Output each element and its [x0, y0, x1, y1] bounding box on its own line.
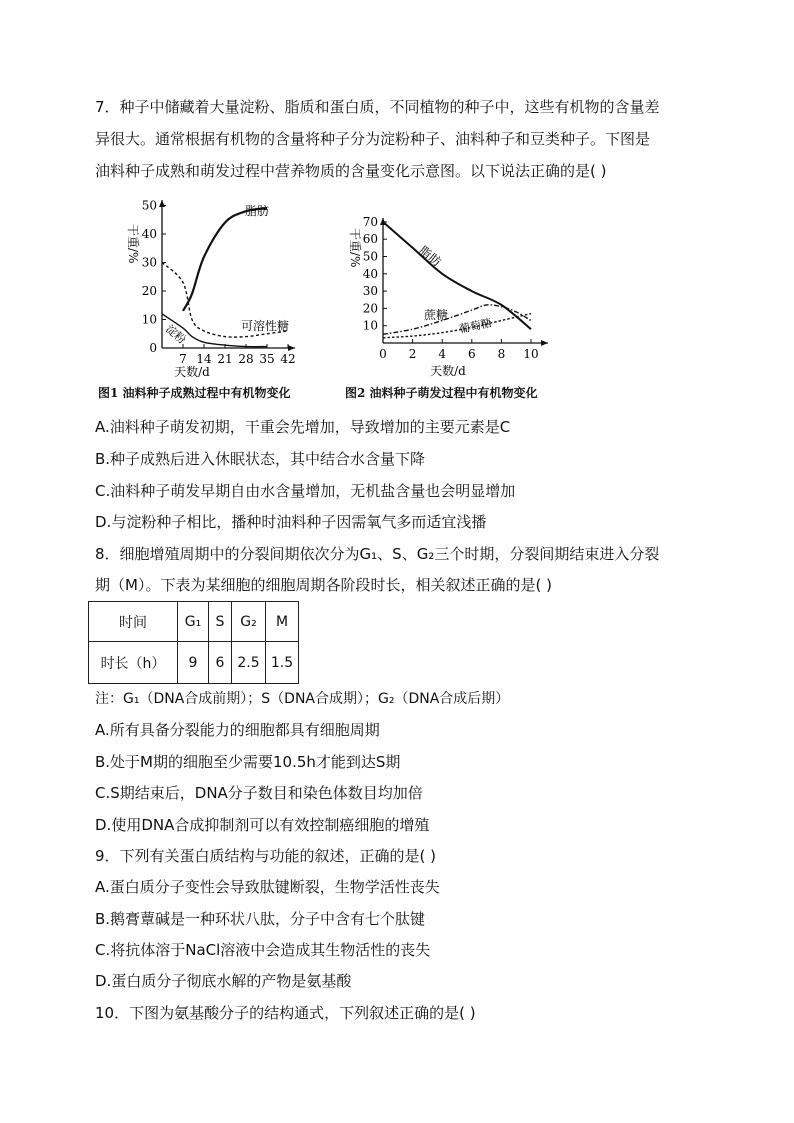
x-tick-label: 21 — [217, 352, 233, 366]
table-cell: 2.5 — [232, 642, 266, 684]
label-starch: 淀粉 — [163, 322, 189, 347]
y-tick-label: 40 — [141, 227, 157, 241]
fig2-plot — [348, 216, 548, 378]
q8-note: 注：G₁（DNA合成前期）；S（DNA合成期）；G₂（DNA合成后期） — [95, 691, 510, 707]
x-tick-label: 6 — [467, 347, 476, 361]
y-tick-label: 10 — [362, 318, 378, 333]
x-tick-label: 42 — [280, 352, 296, 366]
y-tick-label: 30 — [362, 284, 378, 299]
y-tick-label: 0 — [149, 341, 157, 355]
figure1-caption: 图1 油料种子成熟过程中有机物变化 — [98, 386, 291, 400]
x-tick-label: 2 — [408, 347, 417, 361]
table-cell: 9 — [178, 642, 209, 684]
y-tick-label: 50 — [141, 198, 157, 213]
y-tick-label: 10 — [141, 312, 157, 327]
cell-cycle-table — [88, 601, 299, 684]
q9-option-d: D.蛋白质分子彻底水解的产物是氨基酸 — [95, 972, 352, 990]
table-row-label: 时长（h） — [89, 642, 178, 684]
q7-stem-line2: 异很大。通常根据有机物的含量将种子分为淀粉种子、油料种子和豆类种子。下图是 — [95, 130, 651, 148]
fat-line — [183, 208, 267, 311]
q8-option-a: A.所有具备分裂能力的细胞都具有细胞周期 — [95, 721, 380, 739]
x-tick-label: 35 — [259, 352, 275, 366]
table-header-row — [89, 602, 299, 642]
figure1-chart — [115, 192, 300, 380]
y-tick-label: 70 — [362, 216, 378, 229]
label-fat: 脂肪 — [416, 243, 444, 270]
q7-option-c: C.油料种子萌发早期自由水含量增加，无机盐含量也会明显增加 — [95, 482, 516, 500]
q10-stem: 10．下图为氨基酸分子的结构通式，下列叙述正确的是( ) — [95, 1004, 476, 1022]
q8-option-b: B.处于M期的细胞至少需要10.5h才能到达S期 — [95, 753, 401, 771]
label-fat: 脂肪 — [245, 204, 270, 218]
x-axis-label: 天数/d — [430, 364, 466, 378]
table-header-cell: G₁ — [178, 602, 209, 642]
x-tick-label: 28 — [238, 352, 254, 366]
glucose-line — [383, 314, 531, 338]
q9-option-a: A.蛋白质分子变性会导致肽键断裂，生物学活性丧失 — [95, 878, 440, 896]
x-tick-label: 10 — [523, 347, 539, 361]
table-row — [89, 642, 299, 684]
q7-option-b: B.种子成熟后进入休眠状态，其中结合水含量下降 — [95, 450, 426, 468]
table-header-cell: S — [209, 602, 232, 642]
y-tick-label: 20 — [362, 301, 378, 316]
x-tick-label: 14 — [196, 352, 212, 366]
y-tick-label: 30 — [141, 255, 157, 270]
q9-option-c: C.将抗体溶于NaCl溶液中会造成其生物活性的丧失 — [95, 941, 431, 959]
label-glucose: 葡萄糖 — [457, 316, 493, 336]
q9-stem: 9．下列有关蛋白质结构与功能的叙述，正确的是( ) — [95, 847, 437, 865]
table-header-cell: M — [266, 602, 299, 642]
x-axis-arrow — [288, 345, 295, 351]
table-header-cell: 时间 — [89, 602, 178, 642]
y-tick-label: 20 — [141, 284, 157, 298]
label-soluble-sugar: 可溶性糖 — [241, 319, 290, 333]
x-axis-arrow — [541, 340, 548, 346]
y-tick-label: 50 — [362, 249, 378, 264]
q8-stem-line2: 期（M）。下表为某细胞的细胞周期各阶段时长，相关叙述正确的是( ) — [95, 576, 552, 594]
y-tick-label: 60 — [362, 232, 378, 247]
figure2-caption: 图2 油料种子萌发过程中有机物变化 — [345, 386, 538, 400]
x-axis-label: 天数/d — [174, 365, 210, 379]
q8-option-d: D.使用DNA合成抑制剂可以有效控制癌细胞的增殖 — [95, 816, 430, 834]
y-tick-label: 40 — [362, 266, 378, 281]
table-header-cell: G₂ — [232, 602, 266, 642]
x-tick-label: 8 — [497, 347, 506, 361]
fat-line — [383, 222, 531, 329]
x-tick-label: 4 — [438, 347, 447, 361]
table-cell: 6 — [209, 642, 232, 684]
x-tick-label: 0 — [379, 347, 387, 361]
table-cell: 1.5 — [266, 642, 299, 684]
label-sucrose: 蔗糖 — [424, 308, 449, 322]
q8-stem-line1: 8．细胞增殖周期中的分裂间期依次分为G₁、S、G₂三个时期，分裂间期结束进入分裂 — [95, 545, 660, 563]
q7-option-a: A.油料种子萌发初期，干重会先增加，导致增加的主要元素是C — [95, 418, 511, 436]
y-axis-label: 干重/% — [348, 228, 362, 268]
fig1-plot — [126, 199, 296, 380]
q8-option-c: C.S期结束后，DNA分子数目和染色体数目均加倍 — [95, 784, 423, 802]
sucrose-line — [383, 305, 531, 335]
figure2-chart — [338, 216, 553, 380]
q7-stem-line3: 油料种子成熟和萌发过程中营养物质的含量变化示意图。以下说法正确的是( ) — [95, 162, 607, 180]
q7-stem-line1: 7．种子中储藏着大量淀粉、脂质和蛋白质，不同植物的种子中，这些有机物的含量差 — [95, 98, 660, 116]
x-tick-label: 7 — [179, 352, 187, 366]
q7-option-d: D.与淀粉种子相比，播种时油料种子因需氧气多而适宜浅播 — [95, 513, 487, 531]
y-axis-label: 干重/% — [126, 224, 140, 264]
q9-option-b: B.鹅膏蕈碱是一种环状八肽，分子中含有七个肽键 — [95, 910, 426, 928]
